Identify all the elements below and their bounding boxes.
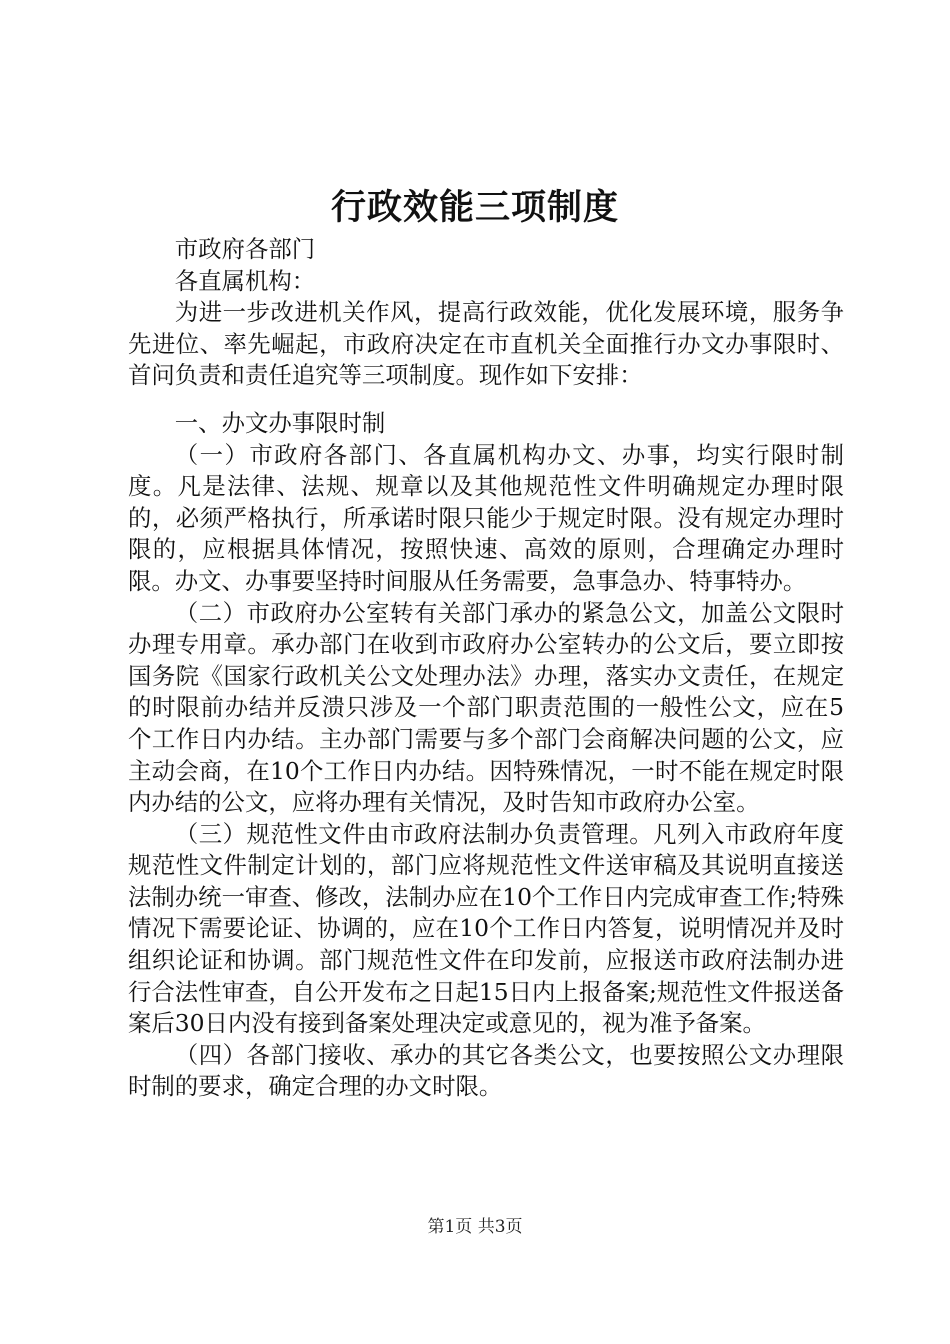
salutation-line-1: 市政府各部门 <box>174 235 316 263</box>
page-footer: 第1页 共3页 <box>427 1217 523 1237</box>
intro-paragraph: 为进一步改进机关作风，提高行政效能，优化发展环境，服务争先进位、率先崛起，市政府决定在市直机关全面推行办文办事限时、首问负责和责任追究等三项制度。现作如下安排： <box>128 298 844 390</box>
salutation-line-2: 各直属机构： <box>174 266 316 295</box>
paragraph-4: （四）各部门接收、承办的其它各类公文，也要按照公文办理限时制的要求，确定合理的办文时限。 <box>128 1040 844 1101</box>
paragraph-3: （三）规范性文件由市政府法制办负责管理。凡列入市政府年度规范性文件制定计划的，部门应将规范性文件送审稿及其说明直接送法制办统一审查、修改，法制办应在10个工作日内完成审查工作;特殊情况下需要论证、协调的，应在10个工作日内答复，说明情况并及时组织论证和协调。部门规范性文件在印发前，应报送市政府法制办进行合法性审查，自公开发布之日起15日内上报备案;规范性文件报送备案后30日内没有接到备案处理决定或意见的，视为准予备案。 <box>128 819 844 1038</box>
document-title: 行政效能三项制度 <box>330 187 619 228</box>
document-body <box>128 234 844 1103</box>
paragraph-1: （一）市政府各部门、各直属机构办文、办事，均实行限时制度。凡是法律、法规、规章以及其他规范性文件明确规定办理时限的，必须严格执行，所承诺时限只能少于规定时限。没有规定办理时限的，应根据具体情况，按照快速、高效的原则，合理确定办理时限。办文、办事要坚持时间服从任务需要，急事急办、特事特办。 <box>128 440 844 595</box>
section-heading: 一、办文办事限时制 <box>174 408 386 437</box>
paragraph-2: （二）市政府办公室转有关部门承办的紧急公文，加盖公文限时办理专用章。承办部门在收到市政府办公室转办的公文后，要立即按国务院《国家行政机关公文处理办法》办理，落实办文责任，在规定的时限前办结并反溃只涉及一个部门职责范围的一般性公文，应在5个工作日内办结。主办部门需要与多个部门会商解决问题的公文，应主动会商，在10个工作日内办结。因特殊情况，一时不能在规定时限内办结的公文，应将办理有关情况，及时告知市政府办公室。 <box>128 598 844 817</box>
